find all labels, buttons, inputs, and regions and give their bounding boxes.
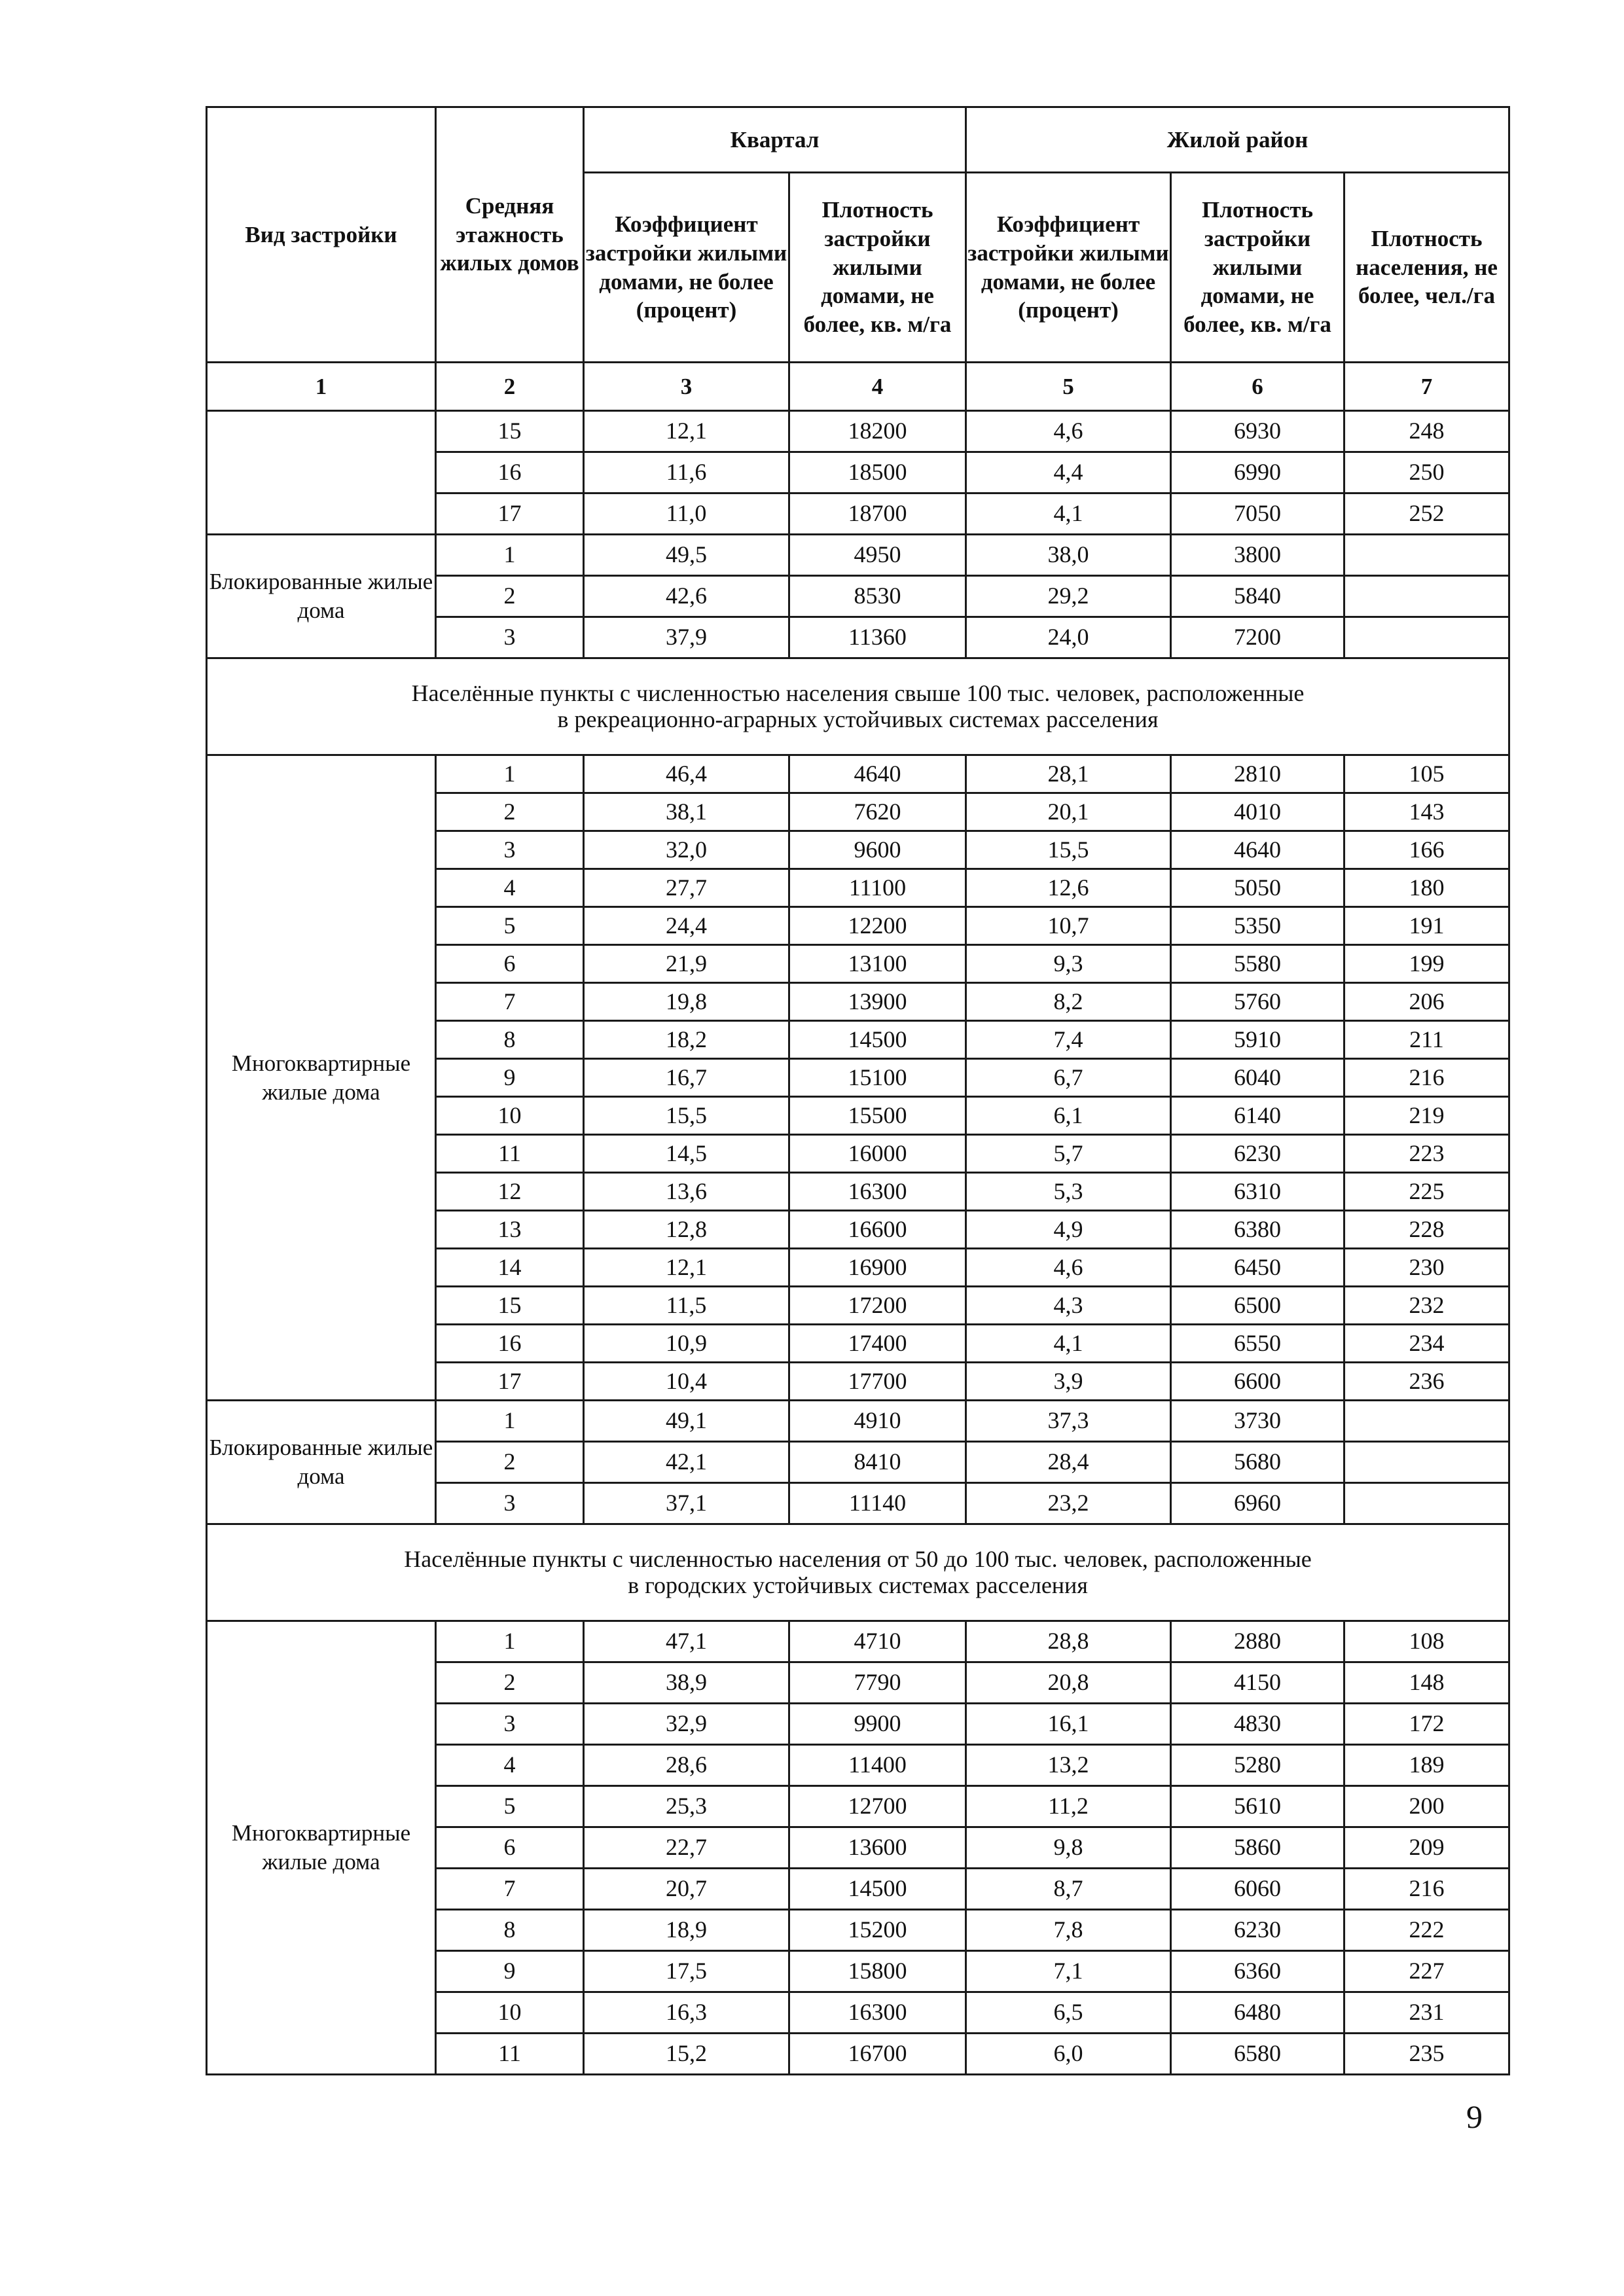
table-cell: 13600 <box>789 1827 966 1869</box>
table-cell: 25,3 <box>584 1786 789 1827</box>
section-heading-line: Населённые пункты с численностью населения от 50 до 100 тыс. человек, расположенные <box>404 1545 1312 1572</box>
column-number: 1 <box>207 363 436 411</box>
table-cell: 13100 <box>789 945 966 983</box>
table-cell: 4,1 <box>966 493 1171 535</box>
table-cell: 5 <box>436 907 584 945</box>
table-cell: 1 <box>436 1621 584 1662</box>
table-cell: 6600 <box>1171 1363 1344 1401</box>
table-cell: 17700 <box>789 1363 966 1401</box>
table-cell: 6960 <box>1171 1483 1344 1524</box>
table-cell: 234 <box>1344 1325 1509 1363</box>
table-cell: 16700 <box>789 2034 966 2075</box>
table-cell: 17 <box>436 1363 584 1401</box>
table-cell: 32,0 <box>584 831 789 869</box>
table-cell <box>1344 1483 1509 1524</box>
table-cell: 6380 <box>1171 1211 1344 1249</box>
table-cell: 24,4 <box>584 907 789 945</box>
table-cell: 235 <box>1344 2034 1509 2075</box>
table-cell: 225 <box>1344 1173 1509 1211</box>
table-cell: 232 <box>1344 1287 1509 1325</box>
table-cell: 2 <box>436 576 584 617</box>
table-cell: 1 <box>436 1401 584 1442</box>
table-cell: 166 <box>1344 831 1509 869</box>
table-cell: 209 <box>1344 1827 1509 1869</box>
table-cell: 3730 <box>1171 1401 1344 1442</box>
table-cell: 6060 <box>1171 1869 1344 1910</box>
column-number: 3 <box>584 363 789 411</box>
table-cell: 5760 <box>1171 983 1344 1021</box>
table-cell: 7,1 <box>966 1951 1171 1992</box>
header-district-density: Плотность застройки жилыми домами, не более, кв. м/га <box>1171 173 1344 363</box>
table-body <box>207 411 1509 2075</box>
table-cell: 12,8 <box>584 1211 789 1249</box>
section-heading-line: в городских устойчивых системах расселения <box>628 1571 1088 1598</box>
table-cell: 11100 <box>789 869 966 907</box>
table-cell: 11 <box>436 2034 584 2075</box>
table-cell: 6140 <box>1171 1097 1344 1135</box>
column-number: 4 <box>789 363 966 411</box>
table-cell: 6230 <box>1171 1135 1344 1173</box>
table-cell: 12,1 <box>584 411 789 452</box>
table-cell: 223 <box>1344 1135 1509 1173</box>
table-cell: 12200 <box>789 907 966 945</box>
table-cell: 8530 <box>789 576 966 617</box>
table-cell: 105 <box>1344 755 1509 793</box>
table-cell: 7 <box>436 1869 584 1910</box>
table-cell: 7050 <box>1171 493 1344 535</box>
section-heading-line: Населённые пункты с численностью населения свыше 100 тыс. человек, расположенные <box>411 679 1305 706</box>
table-cell: 6310 <box>1171 1173 1344 1211</box>
table-cell: 4,3 <box>966 1287 1171 1325</box>
table-cell: 1 <box>436 535 584 576</box>
table-cell: 4710 <box>789 1621 966 1662</box>
table-cell: 216 <box>1344 1869 1509 1910</box>
table-cell: 17400 <box>789 1325 966 1363</box>
table-cell: 3800 <box>1171 535 1344 576</box>
table-cell: 6990 <box>1171 452 1344 493</box>
building-type-cell: Блокированные жилые дома <box>207 535 436 658</box>
table-cell: 42,6 <box>584 576 789 617</box>
table-cell: 230 <box>1344 1249 1509 1287</box>
table-cell: 248 <box>1344 411 1509 452</box>
table-cell <box>1344 535 1509 576</box>
table-cell: 6450 <box>1171 1249 1344 1287</box>
table-cell: 236 <box>1344 1363 1509 1401</box>
table-row <box>207 411 1509 452</box>
table-cell: 22,7 <box>584 1827 789 1869</box>
table-cell: 5280 <box>1171 1745 1344 1786</box>
table-cell: 7620 <box>789 793 966 831</box>
header-building-type: Вид застройки <box>207 107 436 363</box>
table-cell: 4 <box>436 1745 584 1786</box>
table-cell <box>1344 1401 1509 1442</box>
table-cell: 13900 <box>789 983 966 1021</box>
table-cell: 9,3 <box>966 945 1171 983</box>
table-cell: 227 <box>1344 1951 1509 1992</box>
table-cell: 9,8 <box>966 1827 1171 1869</box>
table-cell: 3 <box>436 617 584 658</box>
table-cell: 2 <box>436 1662 584 1704</box>
table-cell: 11360 <box>789 617 966 658</box>
table-cell: 21,9 <box>584 945 789 983</box>
table-cell: 6,0 <box>966 2034 1171 2075</box>
table-cell: 148 <box>1344 1662 1509 1704</box>
table-cell: 10 <box>436 1097 584 1135</box>
table-cell: 18500 <box>789 452 966 493</box>
table-cell: 49,5 <box>584 535 789 576</box>
table-cell: 16300 <box>789 1173 966 1211</box>
table-cell: 16300 <box>789 1992 966 2034</box>
table-cell: 7200 <box>1171 617 1344 658</box>
table-cell: 18,9 <box>584 1910 789 1951</box>
header-average-floors: Средняя этажность жилых домов <box>436 107 584 363</box>
table-cell: 6230 <box>1171 1910 1344 1951</box>
section-heading <box>207 658 1509 755</box>
table-cell: 17 <box>436 493 584 535</box>
table-cell: 222 <box>1344 1910 1509 1951</box>
building-type-cell: Блокированные жилые дома <box>207 1401 436 1524</box>
table-cell: 5860 <box>1171 1827 1344 1869</box>
table-cell: 28,6 <box>584 1745 789 1786</box>
table-cell: 11140 <box>789 1483 966 1524</box>
table-cell: 189 <box>1344 1745 1509 1786</box>
table-cell: 3 <box>436 831 584 869</box>
table-cell <box>1344 617 1509 658</box>
table-cell: 7,4 <box>966 1021 1171 1059</box>
table-cell: 231 <box>1344 1992 1509 2034</box>
table-cell: 15 <box>436 1287 584 1325</box>
table-cell: 14500 <box>789 1021 966 1059</box>
table-cell: 13 <box>436 1211 584 1249</box>
table-cell: 5680 <box>1171 1442 1344 1483</box>
table-cell: 10,9 <box>584 1325 789 1363</box>
table-cell: 6 <box>436 945 584 983</box>
building-type-cell <box>207 411 436 535</box>
table-cell: 252 <box>1344 493 1509 535</box>
table-row <box>207 1621 1509 1662</box>
table-row <box>207 535 1509 576</box>
table-cell: 4010 <box>1171 793 1344 831</box>
table-cell <box>1344 1442 1509 1483</box>
table-cell: 12,1 <box>584 1249 789 1287</box>
table-cell: 10,7 <box>966 907 1171 945</box>
table-cell: 16000 <box>789 1135 966 1173</box>
density-table <box>206 106 1510 2075</box>
table-cell: 15800 <box>789 1951 966 1992</box>
building-type-cell: Многоквартирные жилые дома <box>207 755 436 1401</box>
table-cell: 49,1 <box>584 1401 789 1442</box>
table-cell: 6930 <box>1171 411 1344 452</box>
table-cell: 6480 <box>1171 1992 1344 2034</box>
header-quarter-density: Плотность застройки жилыми домами, не более, кв. м/га <box>789 173 966 363</box>
table-cell: 4,9 <box>966 1211 1171 1249</box>
table-cell: 29,2 <box>966 576 1171 617</box>
table-cell: 2810 <box>1171 755 1344 793</box>
table-cell: 23,2 <box>966 1483 1171 1524</box>
table-cell: 4640 <box>789 755 966 793</box>
table-cell <box>1344 576 1509 617</box>
table-cell: 180 <box>1344 869 1509 907</box>
table-cell: 5,7 <box>966 1135 1171 1173</box>
table-cell: 18700 <box>789 493 966 535</box>
table-cell: 219 <box>1344 1097 1509 1135</box>
table-cell: 4,6 <box>966 411 1171 452</box>
table-cell: 28,4 <box>966 1442 1171 1483</box>
table-cell: 42,1 <box>584 1442 789 1483</box>
table-cell: 16,1 <box>966 1704 1171 1745</box>
section-heading <box>207 1524 1509 1621</box>
table-cell: 15 <box>436 411 584 452</box>
table-cell: 5610 <box>1171 1786 1344 1827</box>
table-cell: 211 <box>1344 1021 1509 1059</box>
table-cell: 14,5 <box>584 1135 789 1173</box>
table-cell: 6040 <box>1171 1059 1344 1097</box>
table-cell: 6,5 <box>966 1992 1171 2034</box>
table-cell: 15100 <box>789 1059 966 1097</box>
table-cell: 15,5 <box>966 831 1171 869</box>
table-cell: 216 <box>1344 1059 1509 1097</box>
table-cell: 6500 <box>1171 1287 1344 1325</box>
section-heading-line: в рекреационно-аграрных устойчивых системах расселения <box>557 706 1159 732</box>
table-row <box>207 755 1509 793</box>
table-cell: 14 <box>436 1249 584 1287</box>
table-cell: 18,2 <box>584 1021 789 1059</box>
table-cell: 2880 <box>1171 1621 1344 1662</box>
table-cell: 11,6 <box>584 452 789 493</box>
table-cell: 4150 <box>1171 1662 1344 1704</box>
header-population-density: Плотность населения, не более, чел./га <box>1344 173 1509 363</box>
table-cell: 16,3 <box>584 1992 789 2034</box>
section-heading-row <box>207 658 1509 755</box>
table-cell: 19,8 <box>584 983 789 1021</box>
header-residential-district: Жилой район <box>966 107 1509 173</box>
column-number: 5 <box>966 363 1171 411</box>
table-cell: 15500 <box>789 1097 966 1135</box>
table-cell: 16 <box>436 1325 584 1363</box>
table-cell: 200 <box>1344 1786 1509 1827</box>
table-cell: 5580 <box>1171 945 1344 983</box>
table-cell: 4,6 <box>966 1249 1171 1287</box>
table-cell: 46,4 <box>584 755 789 793</box>
table-cell: 6,7 <box>966 1059 1171 1097</box>
table-cell: 16 <box>436 452 584 493</box>
table-cell: 250 <box>1344 452 1509 493</box>
table-cell: 108 <box>1344 1621 1509 1662</box>
column-number: 2 <box>436 363 584 411</box>
table-cell: 12700 <box>789 1786 966 1827</box>
table-cell: 38,1 <box>584 793 789 831</box>
table-cell: 2 <box>436 793 584 831</box>
table-cell: 5 <box>436 1786 584 1827</box>
header-district-coefficient: Коэффициент застройки жилыми домами, не более (процент) <box>966 173 1171 363</box>
table-cell: 206 <box>1344 983 1509 1021</box>
table-cell: 143 <box>1344 793 1509 831</box>
table-cell: 16,7 <box>584 1059 789 1097</box>
table-cell: 8,2 <box>966 983 1171 1021</box>
table-cell: 15,2 <box>584 2034 789 2075</box>
table-cell: 17200 <box>789 1287 966 1325</box>
table-cell: 24,0 <box>966 617 1171 658</box>
table-cell: 172 <box>1344 1704 1509 1745</box>
table-cell: 5910 <box>1171 1021 1344 1059</box>
table-cell: 9 <box>436 1951 584 1992</box>
table-cell: 12,6 <box>966 869 1171 907</box>
table-cell: 13,2 <box>966 1745 1171 1786</box>
table-cell: 5,3 <box>966 1173 1171 1211</box>
table-cell: 9600 <box>789 831 966 869</box>
table-row <box>207 1401 1509 1442</box>
table-cell: 15,5 <box>584 1097 789 1135</box>
table-cell: 2 <box>436 1442 584 1483</box>
building-type-cell: Многоквартирные жилые дома <box>207 1621 436 2075</box>
table-cell: 7790 <box>789 1662 966 1704</box>
table-cell: 11400 <box>789 1745 966 1786</box>
column-number: 7 <box>1344 363 1509 411</box>
header-quarter: Квартал <box>584 107 966 173</box>
table-cell: 4910 <box>789 1401 966 1442</box>
page-number: 9 <box>1466 2098 1483 2135</box>
table-cell: 3 <box>436 1704 584 1745</box>
table-cell: 11 <box>436 1135 584 1173</box>
table-cell: 6,1 <box>966 1097 1171 1135</box>
table-cell: 6360 <box>1171 1951 1344 1992</box>
table-cell: 14500 <box>789 1869 966 1910</box>
table-cell: 38,9 <box>584 1662 789 1704</box>
table-cell: 8410 <box>789 1442 966 1483</box>
table-cell: 28,1 <box>966 755 1171 793</box>
table-cell: 20,7 <box>584 1869 789 1910</box>
table-cell: 4640 <box>1171 831 1344 869</box>
table-cell: 47,1 <box>584 1621 789 1662</box>
table-cell: 5350 <box>1171 907 1344 945</box>
table-cell: 13,6 <box>584 1173 789 1211</box>
table-cell: 11,2 <box>966 1786 1171 1827</box>
table-cell: 7 <box>436 983 584 1021</box>
table-cell: 228 <box>1344 1211 1509 1249</box>
table-cell: 17,5 <box>584 1951 789 1992</box>
table-cell: 32,9 <box>584 1704 789 1745</box>
table-cell: 16600 <box>789 1211 966 1249</box>
table-cell: 4,1 <box>966 1325 1171 1363</box>
section-heading-row <box>207 1524 1509 1621</box>
table-cell: 4 <box>436 869 584 907</box>
table-cell: 28,8 <box>966 1621 1171 1662</box>
table-cell: 5840 <box>1171 576 1344 617</box>
table-cell: 11,5 <box>584 1287 789 1325</box>
table-cell: 37,3 <box>966 1401 1171 1442</box>
table-cell: 12 <box>436 1173 584 1211</box>
column-number: 6 <box>1171 363 1344 411</box>
table-cell: 15200 <box>789 1910 966 1951</box>
table-cell: 6 <box>436 1827 584 1869</box>
table-cell: 199 <box>1344 945 1509 983</box>
table-cell: 37,1 <box>584 1483 789 1524</box>
table-cell: 9 <box>436 1059 584 1097</box>
table-cell: 20,1 <box>966 793 1171 831</box>
table-cell: 7,8 <box>966 1910 1171 1951</box>
table-cell: 11,0 <box>584 493 789 535</box>
table-cell: 4,4 <box>966 452 1171 493</box>
table-cell: 9900 <box>789 1704 966 1745</box>
table-cell: 8 <box>436 1021 584 1059</box>
table-cell: 3,9 <box>966 1363 1171 1401</box>
table-cell: 4830 <box>1171 1704 1344 1745</box>
table-cell: 27,7 <box>584 869 789 907</box>
table-cell: 191 <box>1344 907 1509 945</box>
table-cell: 5050 <box>1171 869 1344 907</box>
table-cell: 10 <box>436 1992 584 2034</box>
table-cell: 10,4 <box>584 1363 789 1401</box>
table-cell: 6550 <box>1171 1325 1344 1363</box>
table-cell: 4950 <box>789 535 966 576</box>
table-cell: 8,7 <box>966 1869 1171 1910</box>
table-cell: 37,9 <box>584 617 789 658</box>
table-cell: 38,0 <box>966 535 1171 576</box>
table-cell: 16900 <box>789 1249 966 1287</box>
header-quarter-coefficient: Коэффициент застройки жилыми домами, не более (процент) <box>584 173 789 363</box>
table-cell: 8 <box>436 1910 584 1951</box>
table-cell: 3 <box>436 1483 584 1524</box>
table-cell: 18200 <box>789 411 966 452</box>
table-cell: 6580 <box>1171 2034 1344 2075</box>
table-cell: 1 <box>436 755 584 793</box>
table-cell: 20,8 <box>966 1662 1171 1704</box>
